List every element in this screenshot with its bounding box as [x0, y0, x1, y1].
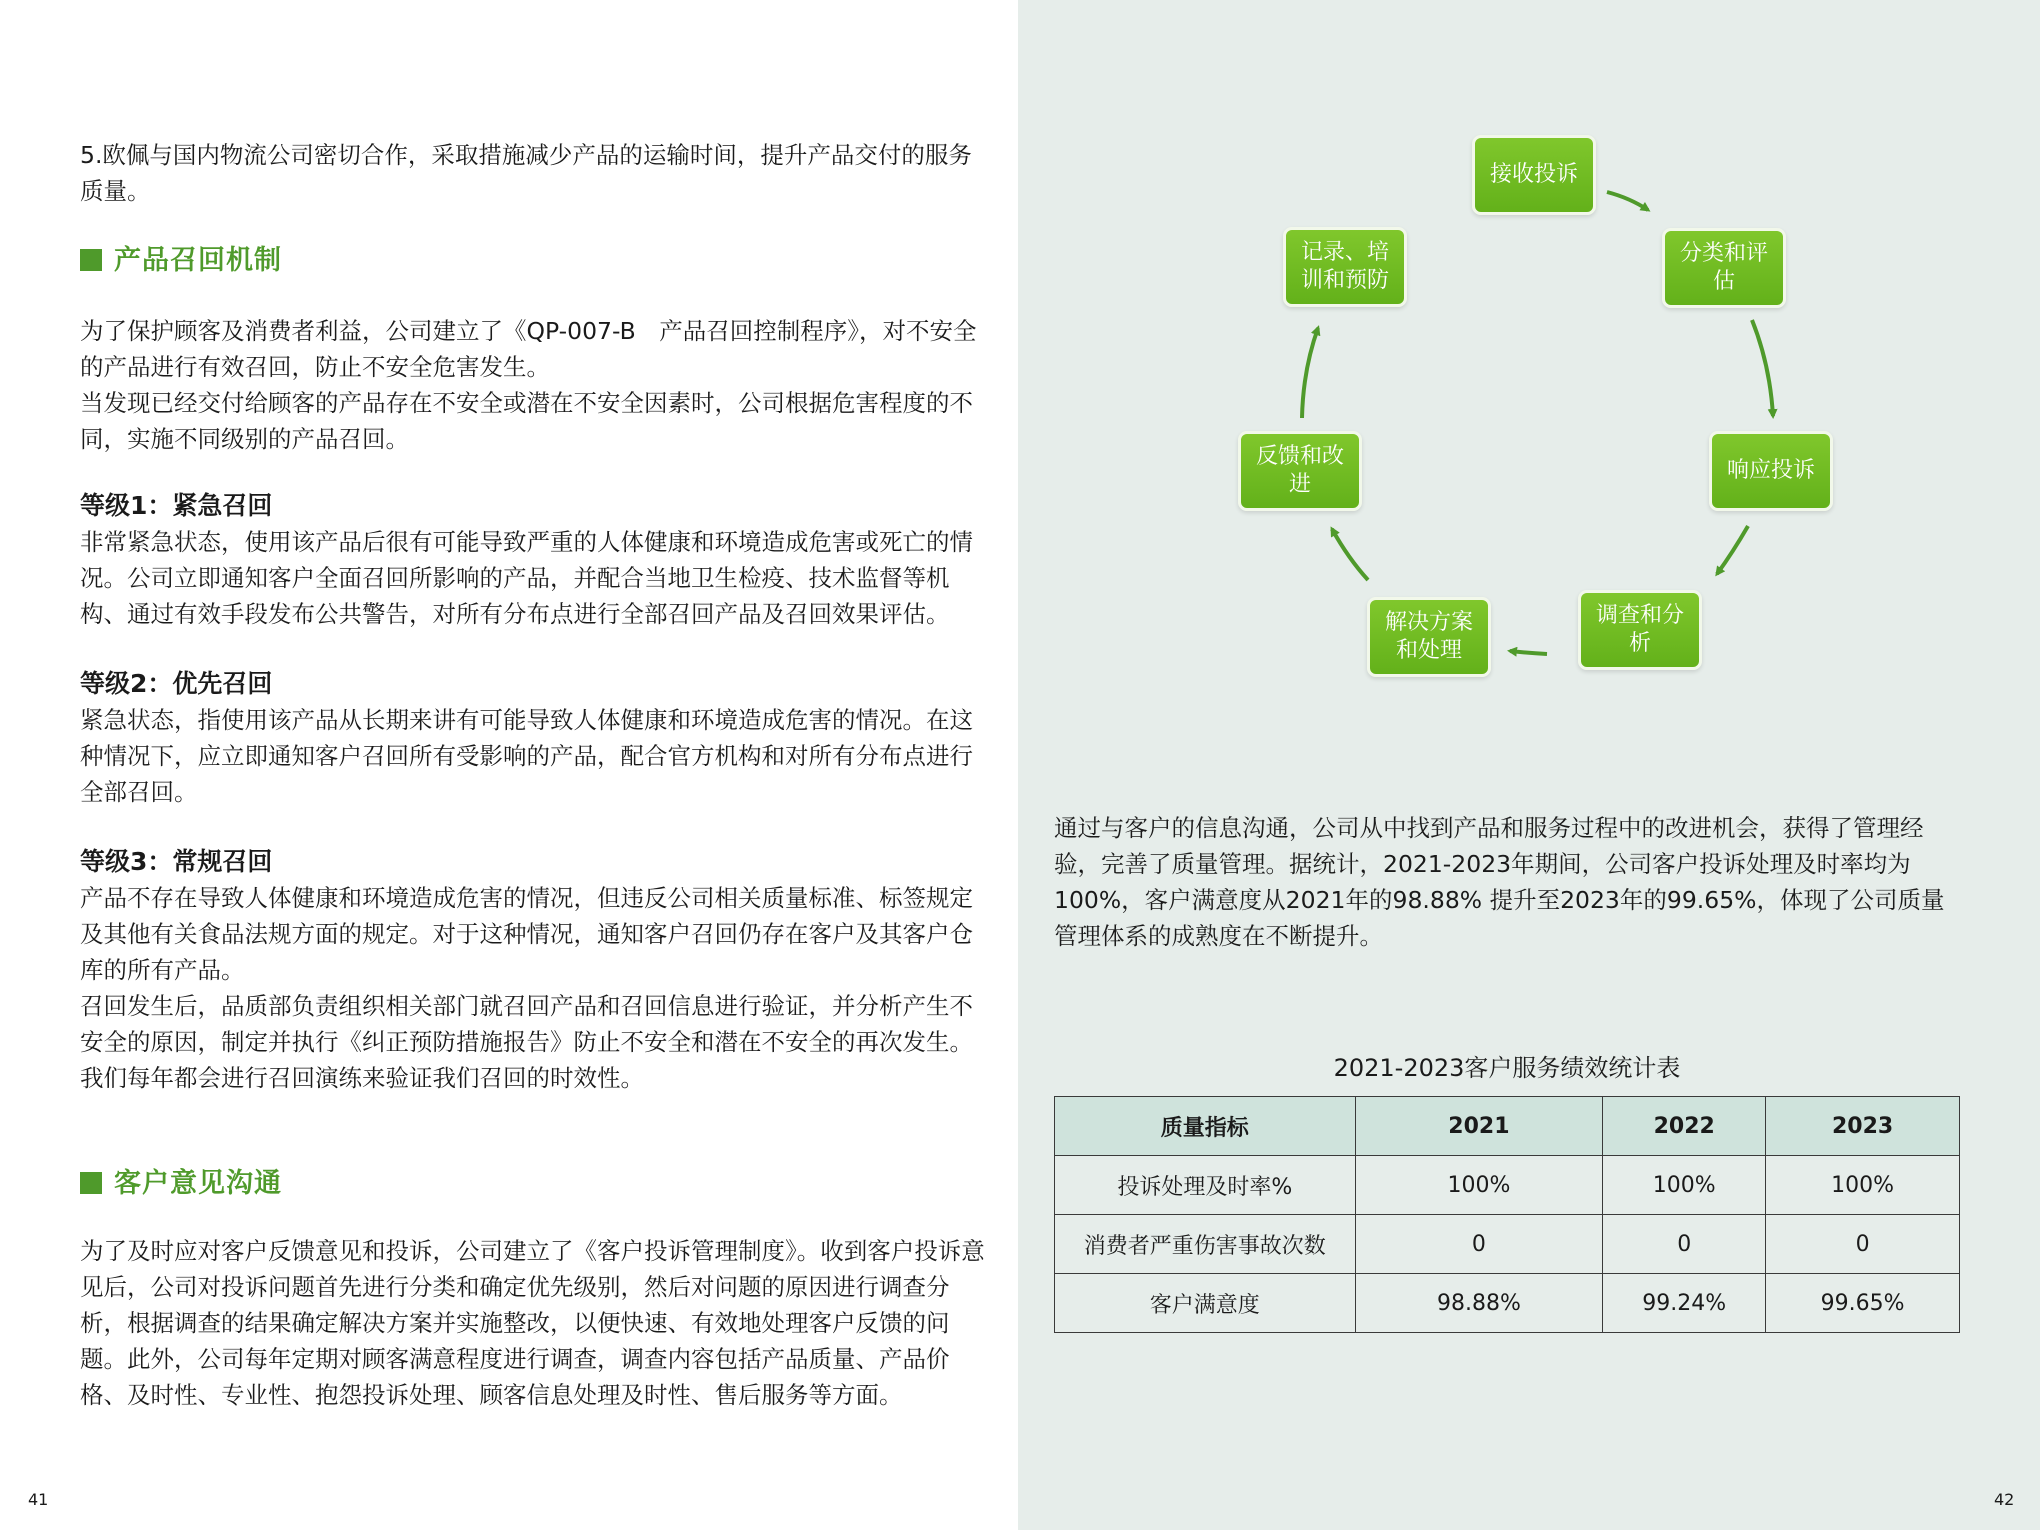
recall-intro-1: 为了保护顾客及消费者利益，公司建立了《QP-007-B 产品召回控制程序》，对不安全的产品进行有效召回，防止不安全危害发生。: [80, 317, 977, 381]
cycle-step-respond: 响应投诉: [1709, 431, 1833, 511]
table-cell: 99.24%: [1603, 1274, 1766, 1333]
table-cell: 99.65%: [1766, 1274, 1960, 1333]
cycle-step-receive: 接收投诉: [1472, 135, 1596, 215]
table-header-cell: 2022: [1603, 1097, 1766, 1156]
page-number-right: 42: [1994, 1490, 2015, 1509]
comm-paragraph: [80, 1233, 990, 1413]
left-page: [0, 0, 1018, 1530]
table-cell: 100%: [1766, 1156, 1960, 1215]
cycle-step-record: 记录、培训和预防: [1283, 227, 1407, 307]
table-cell: 100%: [1603, 1156, 1766, 1215]
level1-title: 等级1：紧急召回: [80, 491, 273, 520]
table-cell: 0: [1766, 1215, 1960, 1274]
recall-section-heading: [80, 238, 282, 277]
table-row: [1055, 1156, 1960, 1215]
performance-table: [1054, 1096, 1960, 1333]
table-title: 2021-2023客户服务绩效统计表: [1333, 1054, 1681, 1082]
recall-after-1: 召回发生后，品质部负责组织相关部门就召回产品和召回信息进行验证，并分析产生不安全的原因，制定并执行《纠正预防措施报告》防止不安全和潜在不安全的再次发生。: [80, 992, 973, 1056]
table-cell: 98.88%: [1355, 1274, 1603, 1333]
table-header-cell: 2023: [1766, 1097, 1960, 1156]
table-header-cell: 质量指标: [1055, 1097, 1356, 1156]
comm-section-heading: [80, 1161, 282, 1200]
table-row: [1055, 1215, 1960, 1274]
cycle-step-classify: 分类和评估: [1662, 228, 1786, 308]
recall-level-3: [80, 844, 990, 1096]
table-cell: 0: [1355, 1215, 1603, 1274]
level3-title: 等级3：常规召回: [80, 847, 273, 876]
table-cell: 客户满意度: [1055, 1274, 1356, 1333]
level2-text: 紧急状态，指使用该产品从长期来讲有可能导致人体健康和环境造成危害的情况。在这种情况下，应立即通知客户召回所有受影响的产品，配合官方机构和对所有分布点进行全部召回。: [80, 706, 973, 806]
recall-after-2: 我们每年都会进行召回演练来验证我们召回的时效性。: [80, 1064, 644, 1092]
table-header-row: [1055, 1097, 1960, 1156]
recall-heading-text: 产品召回机制: [114, 245, 282, 276]
summary-paragraph: 通过与客户的信息沟通，公司从中找到产品和服务过程中的改进机会，获得了管理经验，完善了质量管理。据统计，2021-2023年期间，公司客户投诉处理及时率均为100%，客户满意度从2021年的98.88% 提升至2023年的99.65%，体现了公司质量管理体系的成熟度在不断提升。: [1054, 814, 1945, 950]
cycle-step-feedback: 反馈和改进: [1238, 431, 1362, 511]
level2-title: 等级2：优先召回: [80, 669, 273, 698]
logistics-text: 5.欧佩与国内物流公司密切合作，采取措施减少产品的运输时间，提升产品交付的服务质量。: [80, 141, 972, 205]
cycle-step-investigate: 调查和分析: [1578, 590, 1702, 670]
comm-heading-text: 客户意见沟通: [114, 1168, 282, 1199]
level3-text: 产品不存在导致人体健康和环境造成危害的情况，但违反公司相关质量标准、标签规定及其他有关食品法规方面的规定。对于这种情况，通知客户召回仍存在客户及其客户仓库的所有产品。: [80, 884, 973, 984]
recall-level-1: [80, 488, 990, 632]
section-square-icon: [80, 1172, 102, 1194]
logistics-paragraph: [80, 137, 990, 209]
table-cell: 消费者严重伤害事故次数: [1055, 1215, 1356, 1274]
level1-text: 非常紧急状态，使用该产品后很有可能导致严重的人体健康和环境造成危害或死亡的情况。公司立即通知客户全面召回所影响的产品，并配合当地卫生检疫、技术监督等机构、通过有效手段发布公共警告，对所有分布点进行全部召回产品及召回效果评估。: [80, 528, 973, 628]
table-cell: 100%: [1355, 1156, 1603, 1215]
cycle-step-resolve: 解决方案和处理: [1367, 597, 1491, 677]
page-number-left: 41: [28, 1490, 49, 1509]
recall-intro: [80, 313, 990, 457]
table-row: [1055, 1274, 1960, 1333]
table-cell: 投诉处理及时率%: [1055, 1156, 1356, 1215]
recall-level-2: [80, 666, 990, 810]
table-header-cell: 2021: [1355, 1097, 1603, 1156]
section-square-icon: [80, 249, 102, 271]
recall-intro-2: 当发现已经交付给顾客的产品存在不安全或潜在不安全因素时，公司根据危害程度的不同，实施不同级别的产品召回。: [80, 389, 973, 453]
table-cell: 0: [1603, 1215, 1766, 1274]
comm-text: 为了及时应对客户反馈意见和投诉，公司建立了《客户投诉管理制度》。收到客户投诉意见后，公司对投诉问题首先进行分类和确定优先级别，然后对问题的原因进行调查分析，根据调查的结果确定解决方案并实施整改，以便快速、有效地处理客户反馈的问题。此外，公司每年定期对顾客满意程度进行调查，调查内容包括产品质量、产品价格、及时性、专业性、抱怨投诉处理、顾客信息处理及时性、售后服务等方面。: [80, 1237, 985, 1409]
